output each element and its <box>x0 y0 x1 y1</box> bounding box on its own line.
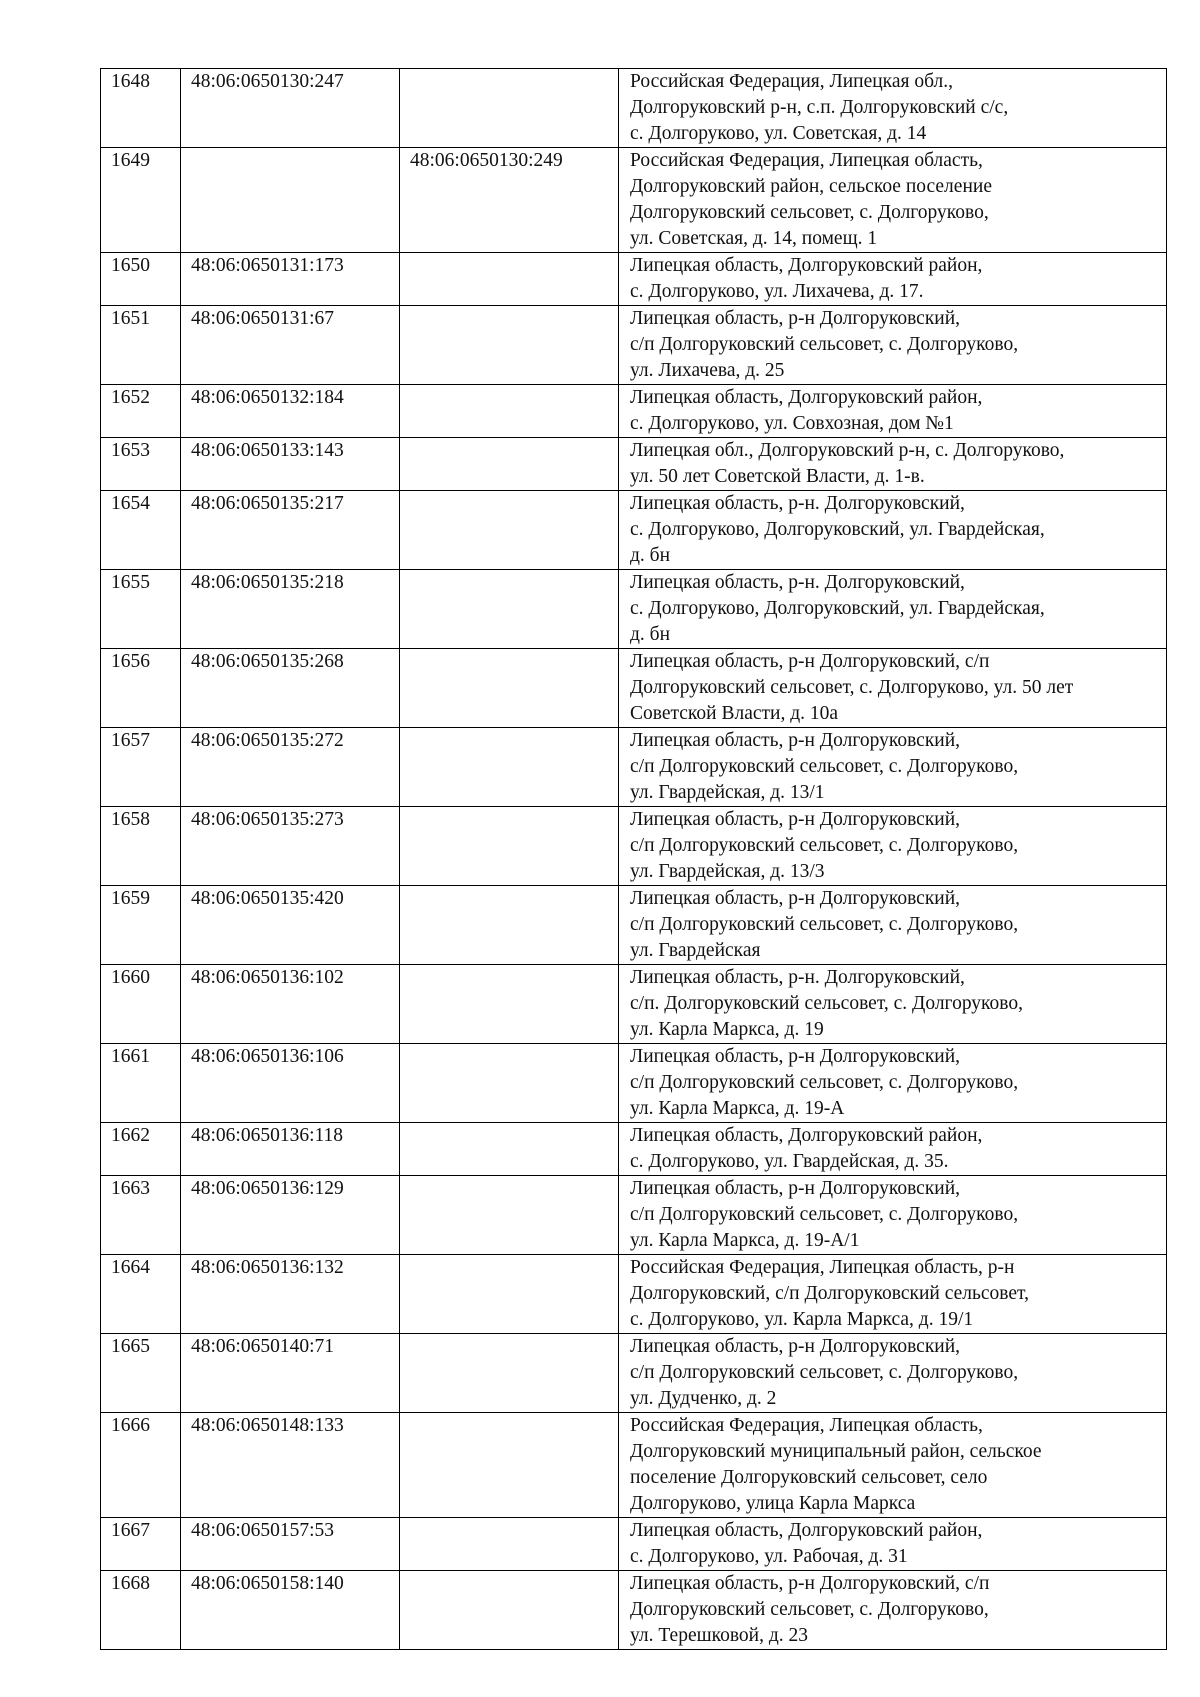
row-number-cell: 1651 <box>101 306 181 385</box>
row-number-cell: 1648 <box>101 69 181 148</box>
address-cell: Российская Федерация, Липецкая область, р-н Долгоруковский, с/п Долгоруковский сельсовет, с. Долгоруково, ул. Карла Маркса, д. 19/1 <box>619 1255 1167 1334</box>
address-cell: Липецкая область, р-н Долгоруковский, с/п Долгоруковский сельсовет, с. Долгоруково, ул. Дудченко, д. 2 <box>619 1334 1167 1413</box>
row-number-cell: 1667 <box>101 1518 181 1571</box>
cadastral-number-cell: 48:06:0650135:272 <box>181 728 400 807</box>
row-number-cell: 1650 <box>101 253 181 306</box>
registry-table-body <box>101 69 1167 1650</box>
table-row <box>101 1413 1167 1518</box>
cadastral-number-cell: 48:06:0650131:67 <box>181 306 400 385</box>
row-number-cell: 1655 <box>101 570 181 649</box>
cadastral-number-cell: 48:06:0650133:143 <box>181 438 400 491</box>
table-row <box>101 728 1167 807</box>
table-row <box>101 965 1167 1044</box>
table-row <box>101 570 1167 649</box>
cadastral-number-cell: 48:06:0650136:132 <box>181 1255 400 1334</box>
table-row <box>101 886 1167 965</box>
table-row <box>101 385 1167 438</box>
row-number-cell: 1663 <box>101 1176 181 1255</box>
object-number-cell <box>400 728 619 807</box>
object-number-cell <box>400 886 619 965</box>
address-cell: Липецкая область, р-н Долгоруковский, с/п Долгоруковский сельсовет, с. Долгоруково, ул. Терешковой, д. 23 <box>619 1571 1167 1650</box>
cadastral-number-cell: 48:06:0650148:133 <box>181 1413 400 1518</box>
row-number-cell: 1659 <box>101 886 181 965</box>
object-number-cell <box>400 253 619 306</box>
address-cell: Липецкая область, р-н Долгоруковский, с/п Долгоруковский сельсовет, с. Долгоруково, ул. 50 лет Советской Власти, д. 10а <box>619 649 1167 728</box>
table-row <box>101 306 1167 385</box>
object-number-cell <box>400 807 619 886</box>
row-number-cell: 1662 <box>101 1123 181 1176</box>
cadastral-number-cell: 48:06:0650140:71 <box>181 1334 400 1413</box>
address-cell: Липецкая область, р-н. Долгоруковский, с. Долгоруково, Долгоруковский, ул. Гвардейская, д. бн <box>619 491 1167 570</box>
cadastral-number-cell: 48:06:0650136:118 <box>181 1123 400 1176</box>
table-row <box>101 148 1167 253</box>
table-row <box>101 491 1167 570</box>
row-number-cell: 1654 <box>101 491 181 570</box>
cadastral-number-cell: 48:06:0650135:218 <box>181 570 400 649</box>
address-cell: Липецкая область, р-н Долгоруковский, с/п Долгоруковский сельсовет, с. Долгоруково, ул. Гвардейская, д. 13/1 <box>619 728 1167 807</box>
object-number-cell <box>400 570 619 649</box>
table-row <box>101 1176 1167 1255</box>
object-number-cell <box>400 438 619 491</box>
table-row <box>101 69 1167 148</box>
address-cell: Липецкая область, р-н. Долгоруковский, с. Долгоруково, Долгоруковский, ул. Гвардейская, д. бн <box>619 570 1167 649</box>
cadastral-number-cell <box>181 148 400 253</box>
address-cell: Российская Федерация, Липецкая обл., Долгоруковский р-н, с.п. Долгоруковский с/с, с. Долгоруково, ул. Советская, д. 14 <box>619 69 1167 148</box>
address-cell: Липецкая область, р-н Долгоруковский, с/п Долгоруковский сельсовет, с. Долгоруково, ул. Гвардейская <box>619 886 1167 965</box>
table-row <box>101 649 1167 728</box>
object-number-cell <box>400 1044 619 1123</box>
address-cell: Липецкая область, р-н Долгоруковский, с/п Долгоруковский сельсовет, с. Долгоруково, ул. Карла Маркса, д. 19-А <box>619 1044 1167 1123</box>
object-number-cell <box>400 1518 619 1571</box>
cadastral-number-cell: 48:06:0650157:53 <box>181 1518 400 1571</box>
object-number-cell <box>400 69 619 148</box>
table-row <box>101 807 1167 886</box>
cadastral-number-cell: 48:06:0650132:184 <box>181 385 400 438</box>
table-row <box>101 1044 1167 1123</box>
row-number-cell: 1658 <box>101 807 181 886</box>
address-cell: Липецкая область, Долгоруковский район, с. Долгоруково, ул. Совхозная, дом №1 <box>619 385 1167 438</box>
object-number-cell <box>400 965 619 1044</box>
table-row <box>101 1518 1167 1571</box>
object-number-cell <box>400 1123 619 1176</box>
address-cell: Российская Федерация, Липецкая область, Долгоруковский муниципальный район, сельское поселение Долгоруковский сельсовет, село Долгоруково, улица Карла Маркса <box>619 1413 1167 1518</box>
object-number-cell <box>400 1571 619 1650</box>
row-number-cell: 1652 <box>101 385 181 438</box>
row-number-cell: 1665 <box>101 1334 181 1413</box>
row-number-cell: 1661 <box>101 1044 181 1123</box>
cadastral-number-cell: 48:06:0650131:173 <box>181 253 400 306</box>
cadastral-number-cell: 48:06:0650136:102 <box>181 965 400 1044</box>
address-cell: Липецкая область, р-н Долгоруковский, с/п Долгоруковский сельсовет, с. Долгоруково, ул. Лихачева, д. 25 <box>619 306 1167 385</box>
table-row <box>101 1255 1167 1334</box>
address-cell: Липецкая область, Долгоруковский район, с. Долгоруково, ул. Лихачева, д. 17. <box>619 253 1167 306</box>
row-number-cell: 1649 <box>101 148 181 253</box>
object-number-cell: 48:06:0650130:249 <box>400 148 619 253</box>
address-cell: Липецкая область, р-н. Долгоруковский, с/п. Долгоруковский сельсовет, с. Долгоруково, ул. Карла Маркса, д. 19 <box>619 965 1167 1044</box>
table-row <box>101 1123 1167 1176</box>
row-number-cell: 1656 <box>101 649 181 728</box>
cadastral-number-cell: 48:06:0650136:129 <box>181 1176 400 1255</box>
table-row <box>101 1571 1167 1650</box>
row-number-cell: 1666 <box>101 1413 181 1518</box>
table-row <box>101 438 1167 491</box>
cadastral-number-cell: 48:06:0650158:140 <box>181 1571 400 1650</box>
cadastral-number-cell: 48:06:0650135:217 <box>181 491 400 570</box>
address-cell: Липецкая обл., Долгоруковский р-н, с. Долгоруково, ул. 50 лет Советской Власти, д. 1-в. <box>619 438 1167 491</box>
table-row <box>101 1334 1167 1413</box>
cadastral-number-cell: 48:06:0650135:420 <box>181 886 400 965</box>
row-number-cell: 1664 <box>101 1255 181 1334</box>
object-number-cell <box>400 1176 619 1255</box>
row-number-cell: 1660 <box>101 965 181 1044</box>
cadastral-number-cell: 48:06:0650135:268 <box>181 649 400 728</box>
address-cell: Российская Федерация, Липецкая область, Долгоруковский район, сельское поселение Долгоруковский сельсовет, с. Долгоруково, ул. Советская, д. 14, помещ. 1 <box>619 148 1167 253</box>
cadastral-number-cell: 48:06:0650136:106 <box>181 1044 400 1123</box>
address-cell: Липецкая область, Долгоруковский район, с. Долгоруково, ул. Гвардейская, д. 35. <box>619 1123 1167 1176</box>
object-number-cell <box>400 1255 619 1334</box>
row-number-cell: 1668 <box>101 1571 181 1650</box>
object-number-cell <box>400 306 619 385</box>
address-cell: Липецкая область, р-н Долгоруковский, с/п Долгоруковский сельсовет, с. Долгоруково, ул. Карла Маркса, д. 19-А/1 <box>619 1176 1167 1255</box>
table-row <box>101 253 1167 306</box>
object-number-cell <box>400 491 619 570</box>
row-number-cell: 1653 <box>101 438 181 491</box>
address-cell: Липецкая область, р-н Долгоруковский, с/п Долгоруковский сельсовет, с. Долгоруково, ул. Гвардейская, д. 13/3 <box>619 807 1167 886</box>
object-number-cell <box>400 1413 619 1518</box>
object-number-cell <box>400 649 619 728</box>
cadastral-number-cell: 48:06:0650130:247 <box>181 69 400 148</box>
object-number-cell <box>400 1334 619 1413</box>
cadastral-number-cell: 48:06:0650135:273 <box>181 807 400 886</box>
row-number-cell: 1657 <box>101 728 181 807</box>
address-cell: Липецкая область, Долгоруковский район, с. Долгоруково, ул. Рабочая, д. 31 <box>619 1518 1167 1571</box>
object-number-cell <box>400 385 619 438</box>
registry-table <box>100 68 1167 1650</box>
